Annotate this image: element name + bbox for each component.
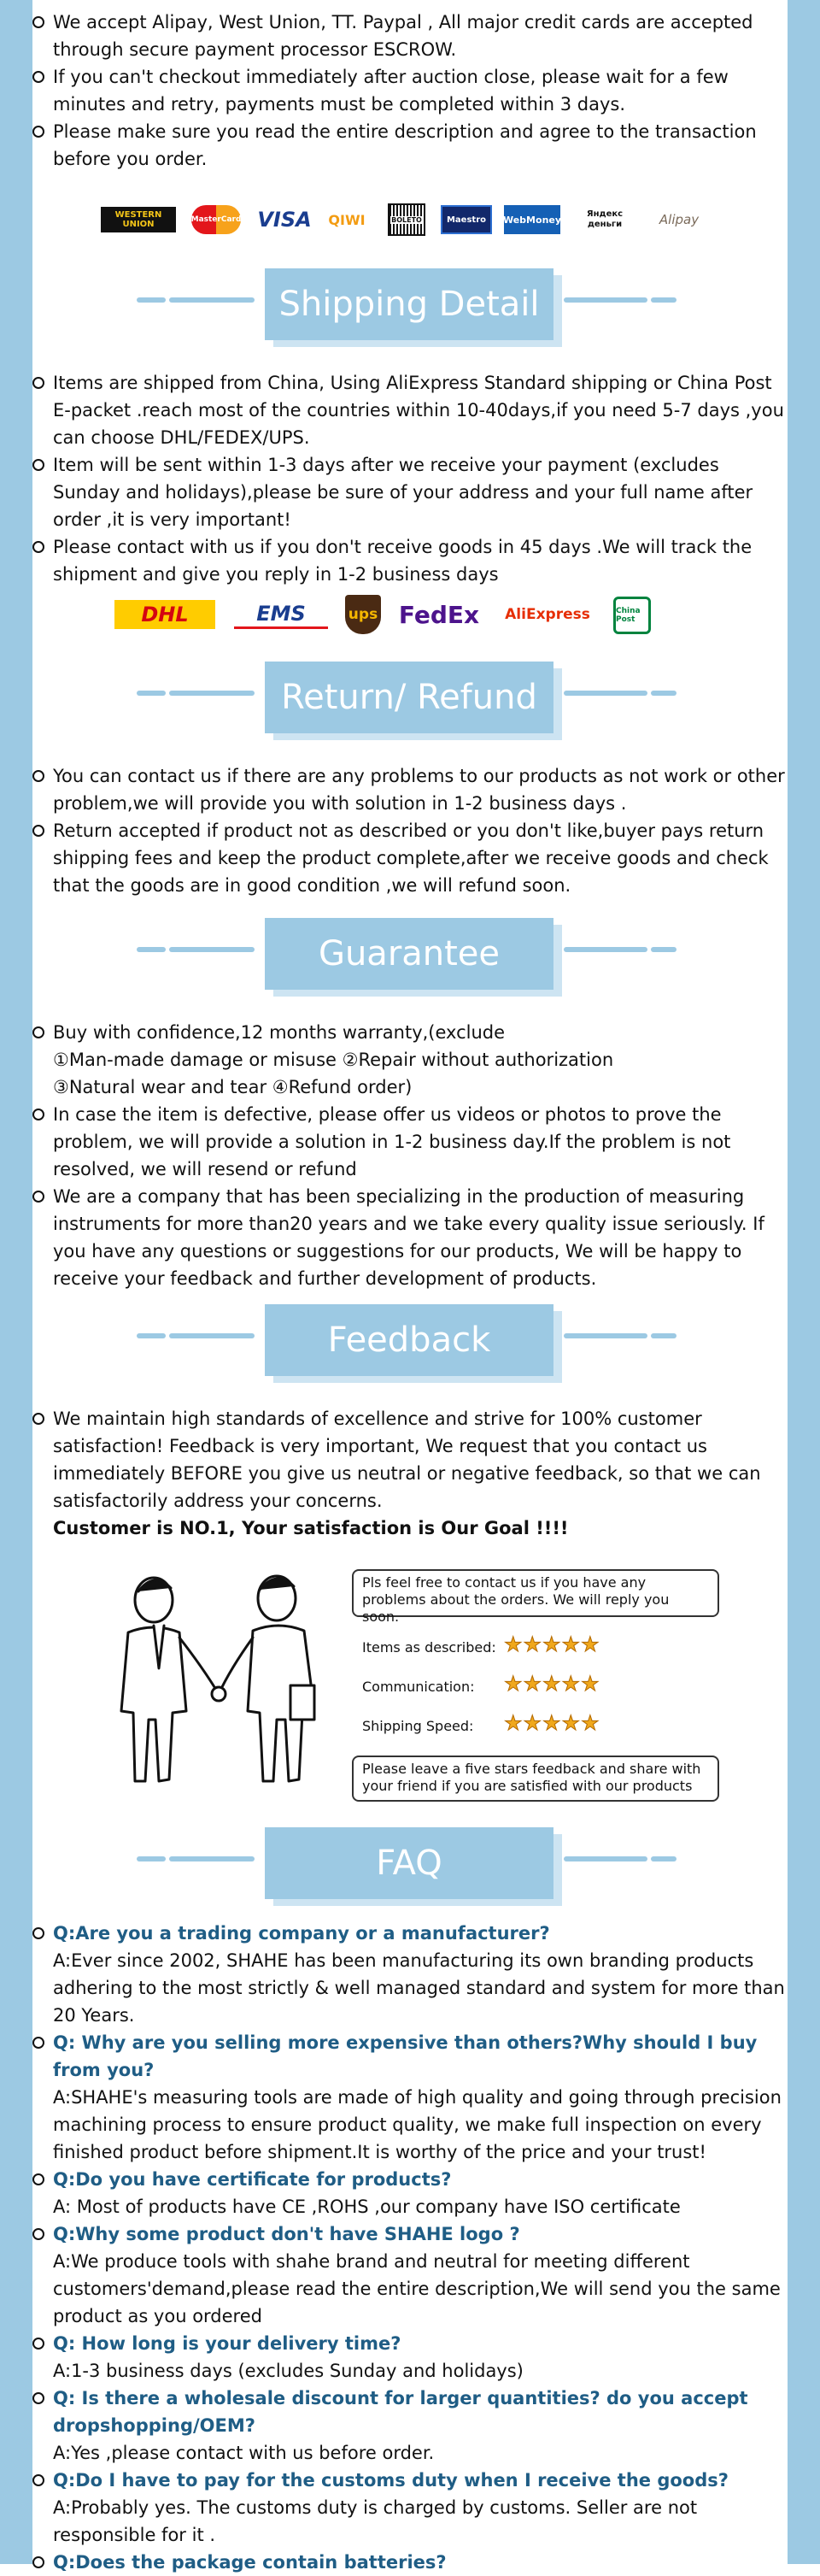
warranty-line: ③Natural wear and tear ④Refund order) bbox=[53, 1077, 413, 1097]
faq-answer: A:1-3 business days (excludes Sunday and holidays) bbox=[53, 2361, 524, 2381]
banner-dash bbox=[564, 691, 647, 696]
boleto-label: BOLETO bbox=[391, 215, 422, 224]
section-title: Shipping Detail bbox=[265, 268, 554, 340]
list-item bbox=[32, 1019, 788, 1101]
handshake-illustration bbox=[109, 1566, 331, 1797]
rating-label: Items as described: bbox=[362, 1639, 496, 1656]
list-item: You can contact us if there are any problems to our products as not work or other problem,we will provide you with solution in 1-2 business days . bbox=[32, 762, 788, 817]
faq-item bbox=[32, 2549, 788, 2576]
feedback-banner bbox=[32, 1297, 788, 1391]
contact-bubble: Pls feel free to contact us if you have any problems about the orders. We will reply you soon. bbox=[352, 1569, 719, 1617]
refund-list bbox=[32, 762, 788, 899]
banner-dash bbox=[564, 1333, 647, 1338]
list-item: In case the item is defective, please offer us videos or photos to prove the problem, we will provide a solution in 1-2 business day.If the problem is not resolved, we will resend or refund bbox=[32, 1101, 788, 1183]
maestro-logo: Maestro bbox=[441, 205, 492, 234]
banner-dash bbox=[651, 947, 676, 952]
guarantee-list bbox=[32, 1019, 788, 1292]
faq-question: Q:Why some product don't have SHAHE logo ? bbox=[53, 2224, 520, 2244]
faq-question: Q: How long is your delivery time? bbox=[53, 2333, 401, 2354]
faq-question: Q: Why are you selling more expensive than others?Why should I buy from you? bbox=[53, 2032, 758, 2080]
faq-question: Q: Is there a wholesale discount for larger quantities? do you accept dropshopping/OEM? bbox=[53, 2388, 748, 2436]
faq-item bbox=[32, 2385, 788, 2467]
yandex-money-logo: Яндекс деньги bbox=[586, 209, 624, 229]
feedback-section bbox=[32, 1405, 788, 1542]
webmoney-logo: WebMoney bbox=[504, 205, 560, 234]
mastercard-logo: MasterCard bbox=[191, 205, 241, 234]
banner-dash bbox=[564, 297, 647, 303]
feedback-list bbox=[32, 1405, 788, 1514]
refund-section bbox=[32, 762, 788, 899]
faq-question: Q:Do you have certificate for products? bbox=[53, 2169, 452, 2190]
banner-dash bbox=[137, 1333, 166, 1338]
banner-dash bbox=[169, 947, 255, 952]
rating-label: Communication: bbox=[362, 1679, 475, 1695]
rating-stars: ★★★★★ bbox=[504, 1711, 600, 1735]
banner-dash bbox=[169, 1333, 255, 1338]
section-title: FAQ bbox=[265, 1827, 554, 1899]
ems-logo: EMS bbox=[234, 600, 328, 629]
guarantee-banner bbox=[32, 911, 788, 1005]
faq-answer: A:SHAHE's measuring tools are made of high quality and going through precision machining process to ensure product quality, we make full inspection on every finished product before shipment.It is worthy of the price and your trust! bbox=[53, 2087, 782, 2162]
list-item: Items are shipped from China, Using AliExpress Standard shipping or China Post E-packet .reach most of the countries within 10-40days,if you need 5-7 days ,you can choose DHL/FEDEX/UPS. bbox=[32, 369, 788, 451]
payment-logos bbox=[32, 200, 788, 251]
banner-dash bbox=[564, 947, 647, 952]
rating-label: Shipping Speed: bbox=[362, 1718, 474, 1734]
banner-dash bbox=[137, 1856, 166, 1861]
banner-dash bbox=[651, 1333, 676, 1338]
banner-dash bbox=[564, 1856, 647, 1861]
faq-item bbox=[32, 2029, 788, 2166]
warranty-line: ①Man-made damage or misuse ②Repair without authorization bbox=[53, 1050, 614, 1070]
aliexpress-logo: AliExpress bbox=[505, 606, 590, 623]
faq-answer: A:Probably yes. The customs duty is charged by customs. Seller are not responsible for it . bbox=[53, 2497, 698, 2545]
visa-logo: VISA bbox=[257, 208, 312, 232]
shipping-logos bbox=[32, 593, 788, 644]
rating-stars: ★★★★★ bbox=[504, 1672, 600, 1696]
list-item: Please make sure you read the entire description and agree to the transaction before you order. bbox=[32, 118, 788, 173]
banner-dash bbox=[169, 691, 255, 696]
payment-section bbox=[32, 9, 788, 173]
faq-answer: A: Most of products have CE ,ROHS ,our company have ISO certificate bbox=[53, 2197, 681, 2217]
banner-dash bbox=[137, 297, 166, 303]
list-item: If you can't checkout immediately after auction close, please wait for a few minutes and retry, payments must be completed within 3 days. bbox=[32, 63, 788, 118]
faq-item bbox=[32, 2220, 788, 2330]
dhl-logo: DHL bbox=[114, 600, 215, 629]
faq-item bbox=[32, 2166, 788, 2220]
guarantee-section bbox=[32, 1019, 788, 1292]
shipping-section bbox=[32, 369, 788, 588]
western-union-logo: WESTERN UNION bbox=[101, 207, 176, 232]
section-title: Feedback bbox=[265, 1304, 554, 1376]
china-post-logo: China Post bbox=[613, 597, 651, 634]
faq-item bbox=[32, 2330, 788, 2385]
faq-answer: A:Ever since 2002, SHAHE has been manufacturing its own branding products adhering to the most strictly & well managed standard and system for more than 20 Years. bbox=[53, 1950, 785, 2026]
banner-dash bbox=[651, 691, 676, 696]
faq-list bbox=[32, 1920, 788, 2576]
banner-dash bbox=[651, 1856, 676, 1861]
shipping-list bbox=[32, 369, 788, 588]
list-item: We maintain high standards of excellence and strive for 100% customer satisfaction! Feedback is very important, We request that you contact us immediately BEFORE you give us neutral or negative feedback, so that we can satisfactorily address your concerns. bbox=[32, 1405, 788, 1514]
faq-question: Q:Does the package contain batteries? bbox=[53, 2552, 447, 2573]
faq-answer: A:We produce tools with shahe brand and neutral for meeting different customers'demand,please read the entire description,We will send you the same product as you ordered bbox=[53, 2251, 781, 2326]
faq-question: Q:Are you a trading company or a manufacturer? bbox=[53, 1923, 550, 1944]
warranty-line: Buy with confidence,12 months warranty,(exclude bbox=[53, 1022, 506, 1043]
feedback-graphic bbox=[32, 1557, 788, 1805]
faq-section bbox=[32, 1920, 788, 2576]
list-item: Please contact with us if you don't receive goods in 45 days .We will track the shipment and give you reply in 1-2 business days bbox=[32, 533, 788, 588]
banner-dash bbox=[169, 297, 255, 303]
review-request-bubble: Please leave a five stars feedback and share with your friend if you are satisfied with our products bbox=[352, 1756, 719, 1802]
faq-question: Q:Do I have to pay for the customs duty when I receive the goods? bbox=[53, 2470, 729, 2491]
list-item: We accept Alipay, West Union, TT. Paypal , All major credit cards are accepted through secure payment processor ESCROW. bbox=[32, 9, 788, 63]
banner-dash bbox=[169, 1856, 255, 1861]
banner-dash bbox=[137, 947, 166, 952]
list-item: Return accepted if product not as described or you don't like,buyer pays return shipping fees and keep the product complete,after we receive goods and check that the goods are in good condition ,we will refund soon. bbox=[32, 817, 788, 899]
banner-dash bbox=[137, 691, 166, 696]
ups-logo: ups bbox=[345, 595, 381, 634]
rating-stars: ★★★★★ bbox=[504, 1632, 600, 1656]
section-title: Guarantee bbox=[265, 918, 554, 990]
faq-item bbox=[32, 2467, 788, 2549]
list-item: Item will be sent within 1-3 days after we receive your payment (excludes Sunday and holidays),please be sure of your address and your full name after order ,it is very important! bbox=[32, 451, 788, 533]
feedback-slogan: Customer is NO.1, Your satisfaction is Our Goal !!!! bbox=[53, 1518, 569, 1538]
alipay-logo: Alipay bbox=[659, 212, 700, 227]
refund-banner bbox=[32, 655, 788, 749]
qiwi-logo: QIWI bbox=[328, 211, 366, 228]
faq-banner bbox=[32, 1820, 788, 1914]
list-item: We are a company that has been specializing in the production of measuring instruments for more than20 years and we take every quality issue seriously. If you have any questions or suggestions for our products, We will be happy to receive your feedback and further development of products. bbox=[32, 1183, 788, 1292]
fedex-logo: FedEx bbox=[398, 600, 480, 629]
banner-dash bbox=[651, 297, 676, 303]
boleto-logo bbox=[388, 203, 425, 236]
section-title: Return/ Refund bbox=[265, 662, 554, 733]
faq-answer: A:Yes ,please contact with us before order. bbox=[53, 2443, 435, 2463]
faq-item bbox=[32, 1920, 788, 2029]
shipping-banner bbox=[32, 262, 788, 356]
payment-list bbox=[32, 9, 788, 173]
